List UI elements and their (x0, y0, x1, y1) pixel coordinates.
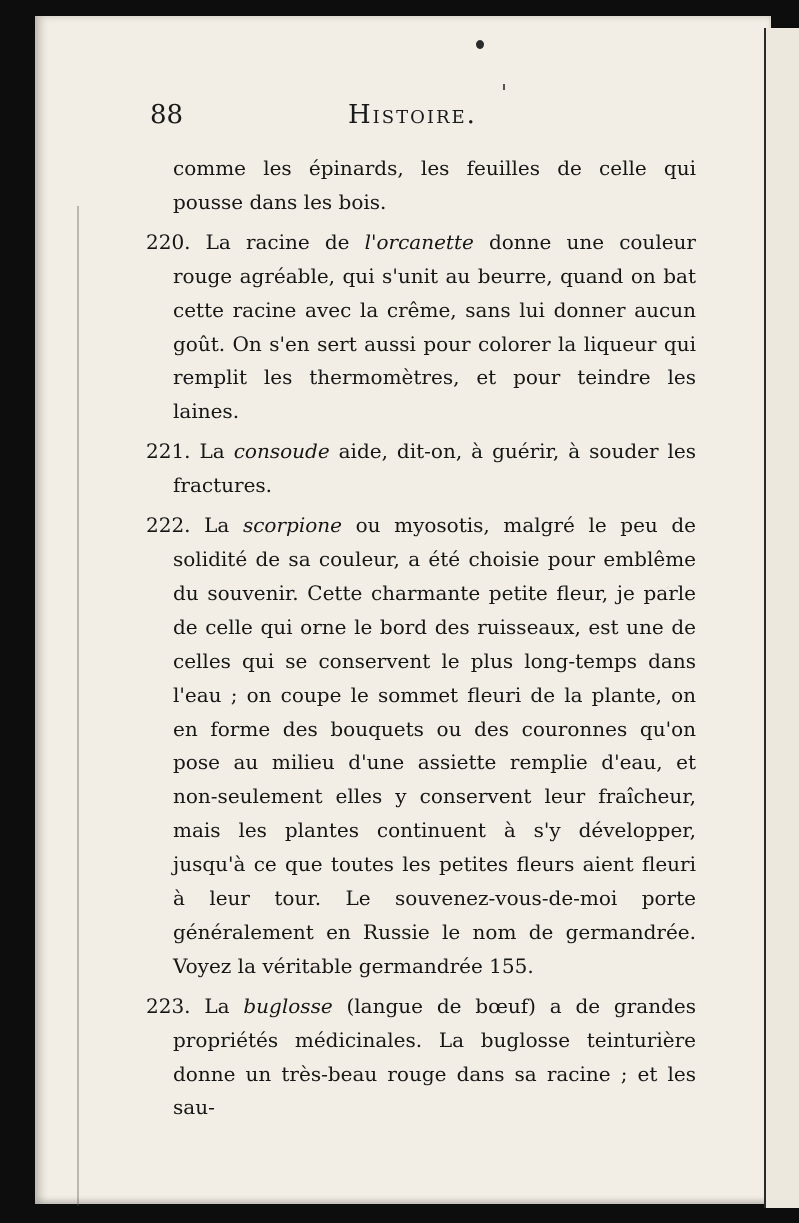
paragraph-number: 222. (146, 513, 191, 538)
gutter-shadow (77, 206, 79, 1206)
paragraph-text: aide, dit-on, à guérir, à souder les fractures. (173, 439, 697, 498)
paragraph-text: comme les épinards, les feuilles de celle qui pousse dans les bois. (173, 156, 696, 214)
paragraph-text: donne une couleur rouge agréable, qui s'unit au beurre, quand on bat cette racine avec la crême, sans lui donner aucun goût. On s'en sert aussi pour colorer la liqueur qui remplit les thermomètres, et pour teindre les laines. (173, 229, 696, 424)
paragraph-221 (146, 435, 697, 503)
plant-name: l'orcanette (364, 229, 474, 254)
paragraph-lead: La (204, 993, 244, 1018)
printer-ornament (476, 40, 484, 49)
paragraph-222 (146, 509, 697, 984)
paragraph-text: ou myosotis, malgré le peu de solidité de sa couleur, a été choisie pour emblême du souvenir. Cette charmante petite fleur, je parle de celle qui orne le bord des ruisseaux, est une de celles qui se conservent le plus long-temps dans l'eau ; on coupe le sommet fleuri de la plante, on en forme des bouquets ou des couronnes qu'on pose au milieu d'une assiette remplie d'eau, et non-seulement elles y conservent leur fraîcheur, mais les plantes continuent à s'y développer, jusqu'à ce que toutes les petites fleurs aient fleuri à leur tour. Le souvenez-vous-de-moi porte généralement en Russie le nom de germandrée. Voyez la véritable germandrée 155. (173, 513, 697, 978)
page-number: 88 (150, 100, 184, 130)
paragraph-lead: La (199, 439, 234, 464)
paragraph-number: 221. (146, 439, 191, 464)
paragraph-223 (146, 990, 697, 1126)
paragraph-text: (langue de bœuf) a de grandes propriétés médicinales. La buglosse teinturière donne un très-beau rouge dans sa racine ; et les sau- (173, 993, 697, 1120)
plant-name: buglosse (243, 993, 333, 1018)
paragraph-number: 223. (146, 993, 191, 1018)
ink-mark (503, 84, 505, 90)
paragraph-lead: La racine de (205, 229, 365, 254)
running-title: Histoire. (348, 100, 477, 130)
paragraph-lead: La (204, 513, 243, 538)
facing-page-edge (764, 28, 799, 1208)
plant-name: consoude (233, 439, 330, 464)
paragraph-220 (146, 226, 696, 429)
plant-name: scorpione (242, 513, 342, 538)
paragraph-number: 220. (146, 229, 191, 254)
paragraph-continuation (173, 152, 696, 220)
body-text (146, 152, 697, 1125)
